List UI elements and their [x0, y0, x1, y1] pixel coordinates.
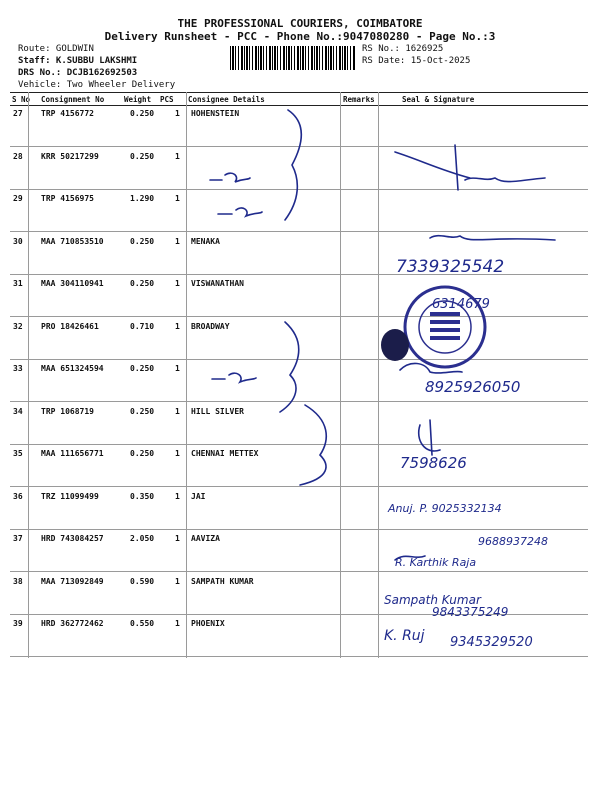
cell-weight: 0.350: [130, 491, 155, 501]
cell-pcs: 1: [175, 321, 180, 331]
cell-weight: 1.290: [130, 194, 155, 203]
bracket-stroke: [285, 110, 301, 220]
cell-consignment: KRR 50217299: [41, 151, 99, 161]
cell-weight: 0.250: [130, 364, 155, 373]
col-seal: Seal & Signature: [402, 95, 475, 104]
rs-number: RS No.: 1626925: [362, 44, 444, 54]
cell-weight: 0.710: [130, 321, 155, 331]
cell-weight: 2.050: [130, 534, 155, 543]
cell-consignment: MAA 304110941: [41, 279, 104, 288]
col-sno: S No: [12, 95, 31, 104]
cell-sno: 36: [13, 491, 23, 501]
cell-weight: 0.250: [130, 279, 155, 288]
cell-sno: 30: [13, 236, 23, 246]
cell-consignment: MAA 651324594: [41, 364, 104, 373]
cell-pcs: 1: [175, 279, 180, 288]
cell-pcs: 1: [175, 406, 180, 416]
route-label: Route: GOLDWIN: [18, 44, 94, 54]
cell-consignment: MAA 710853510: [41, 236, 104, 246]
cell-consignment: MAA 713092849: [41, 576, 104, 586]
cell-consignee: PHOENIX: [191, 619, 225, 628]
staff-label: Staff: K.SUBBU LAKSHMI: [18, 56, 138, 66]
cell-pcs: 1: [175, 619, 180, 628]
cell-pcs: 1: [175, 151, 180, 161]
cell-consignee: JAI: [191, 491, 206, 501]
signature-scribble: [430, 236, 555, 240]
cell-pcs: 1: [175, 236, 180, 246]
cell-weight: 0.590: [130, 576, 155, 586]
cell-consignee: SAMPATH KUMAR: [191, 576, 254, 586]
scribble-check: [395, 152, 470, 178]
cell-consignment: TRP 1068719: [41, 406, 94, 416]
cell-weight: 0.250: [130, 449, 155, 458]
cell-pcs: 1: [175, 534, 180, 543]
cell-consignee: CHENNAI METTEX: [191, 449, 259, 458]
cell-sno: 34: [13, 406, 23, 416]
cell-sno: 35: [13, 449, 23, 458]
cell-sno: 28: [13, 151, 23, 161]
col-consignment: Consignment No: [41, 95, 105, 104]
cell-pcs: 1: [175, 449, 180, 458]
report-title: THE PROFESSIONAL COURIERS, COIMBATORE: [177, 17, 423, 30]
rs-date: RS Date: 15-Oct-2025: [362, 56, 471, 66]
cell-sno: 32: [13, 321, 23, 331]
cell-sno: 37: [13, 534, 23, 543]
cell-weight: 0.250: [130, 109, 155, 118]
col-pcs: PCS: [160, 95, 174, 104]
handwritten-name: Sampath Kumar: [384, 593, 481, 607]
col-consignee: Consignee Details: [188, 95, 265, 104]
ditto-mark: [218, 208, 262, 216]
handwritten-note: Anuj. P. 9025332134: [388, 502, 502, 515]
cell-consignee: VISWANATHAN: [191, 279, 244, 288]
cell-pcs: 1: [175, 194, 180, 203]
cell-consignment: TRP 4156975: [41, 194, 94, 203]
ditto-mark: [212, 373, 256, 382]
handwritten-phone: 8925926050: [425, 378, 521, 396]
cell-consignee: MENAKA: [191, 236, 220, 246]
cell-weight: 0.250: [130, 151, 155, 161]
handwritten-phone: 9843375249: [432, 605, 509, 619]
handwritten-phone: 7339325542: [396, 257, 505, 277]
cell-consignee: HILL SILVER: [191, 406, 244, 416]
cell-sno: 29: [13, 194, 23, 203]
cell-consignment: HRD 362772462: [41, 619, 104, 628]
handwritten-phone: 7598626: [400, 454, 467, 472]
handwritten-phone: 9688937248: [478, 535, 548, 548]
cell-consignment: TRZ 11099499: [41, 491, 99, 501]
cell-sno: 38: [13, 576, 23, 586]
col-remarks: Remarks: [343, 95, 375, 104]
cell-pcs: 1: [175, 364, 180, 373]
signature-scribble: [419, 420, 440, 455]
cell-pcs: 1: [175, 109, 180, 118]
cell-sno: 33: [13, 364, 23, 373]
cell-sno: 27: [13, 109, 23, 118]
cell-weight: 0.550: [130, 619, 155, 628]
ditto-mark: [210, 173, 250, 182]
cell-consignee: HOHENSTEIN: [191, 109, 240, 118]
handwritten-phone: 9345329520: [450, 635, 533, 650]
cell-pcs: 1: [175, 576, 180, 586]
handwritten-initials: K. Ruj: [384, 628, 425, 644]
cell-weight: 0.250: [130, 406, 155, 416]
cell-weight: 0.250: [130, 236, 155, 246]
cell-sno: 31: [13, 279, 23, 288]
cell-consignment: MAA 111656771: [41, 449, 104, 458]
cell-consignee: AAVIZA: [191, 534, 220, 543]
vehicle-label: Vehicle: Two Wheeler Delivery: [18, 80, 176, 90]
drs-number: DRS No.: DCJB162692503: [18, 68, 138, 78]
cell-consignee: BROADWAY: [191, 321, 230, 331]
handwritten-name: R. Karthik Raja: [395, 556, 477, 569]
col-weight: Weight: [124, 95, 152, 104]
report-subtitle: Delivery Runsheet - PCC - Phone No.:9047080280 - Page No.:3: [104, 30, 496, 43]
handwritten-phone: 6314679: [432, 297, 490, 312]
bracket-stroke: [280, 322, 299, 412]
cell-pcs: 1: [175, 491, 180, 501]
cell-consignment: PRO 18426461: [41, 321, 99, 331]
cell-sno: 39: [13, 619, 23, 628]
cell-consignment: TRP 4156772: [41, 109, 94, 118]
cell-consignment: HRD 743084257: [41, 534, 104, 543]
signature-scribble: [455, 145, 545, 190]
bracket-stroke: [300, 405, 326, 485]
